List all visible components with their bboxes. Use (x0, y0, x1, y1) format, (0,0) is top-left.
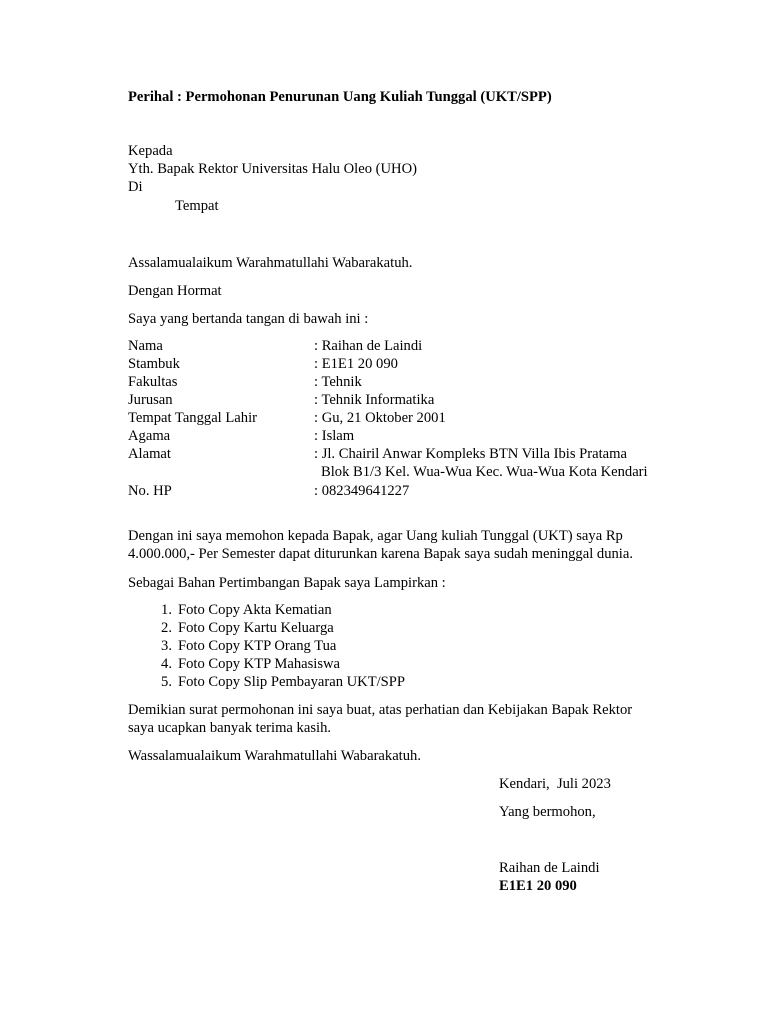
recipient-line-name: Yth. Bapak Rektor Universitas Halu Oleo (UHO) (128, 161, 417, 177)
recipient-line-di: Di (128, 179, 143, 195)
list-item-number: 2. (161, 620, 172, 636)
list-item-text: Foto Copy Akta Kematian (178, 602, 332, 618)
closing-greeting: Wassalamualaikum Warahmatullahi Wabarakatuh. (128, 748, 421, 764)
signature-regards: Yang bermohon, (499, 804, 596, 820)
attachments-intro: Sebagai Bahan Pertimbangan Bapak saya Lampirkan : (128, 575, 446, 591)
list-item-number: 1. (161, 602, 172, 618)
identity-label: Fakultas (128, 374, 178, 390)
signature-place-date: Kendari, Juli 2023 (499, 776, 611, 792)
identity-value: : 082349641227 (314, 483, 410, 499)
signature-name: Raihan de Laindi (499, 860, 600, 876)
body-line-2: 4.000.000,- Per Semester dapat diturunkan karena Bapak saya sudah meninggal dunia. (128, 546, 633, 562)
list-item-text: Foto Copy Slip Pembayaran UKT/SPP (178, 674, 406, 690)
identity-value: : Islam (314, 428, 355, 444)
list-item-text: Foto Copy KTP Mahasiswa (178, 656, 341, 672)
list-item-text: Foto Copy KTP Orang Tua (178, 638, 337, 654)
list-item-number: 5. (161, 674, 172, 690)
list-item-text: Foto Copy Kartu Keluarga (178, 620, 334, 636)
recipient-line-tempat: Tempat (175, 198, 219, 214)
letter-subject: Perihal : Permohonan Penurunan Uang Kuliah Tunggal (UKT/SPP) (128, 89, 552, 105)
identity-value: : Tehnik (314, 374, 362, 390)
identity-value-continued: Blok B1/3 Kel. Wua-Wua Kec. Wua-Wua Kota Kendari (321, 464, 648, 480)
identity-value: : Tehnik Informatika (314, 392, 435, 408)
identity-label: Stambuk (128, 356, 180, 372)
closing-line-1: Demikian surat permohonan ini saya buat, atas perhatian dan Kebijakan Bapak Rektor (128, 702, 633, 718)
identity-label: Alamat (128, 446, 171, 462)
closing-line-2: saya ucapkan banyak terima kasih. (128, 720, 332, 736)
identity-label: No. HP (128, 483, 172, 499)
signature-id: E1E1 20 090 (499, 878, 577, 894)
body-line-1: Dengan ini saya memohon kepada Bapak, agar Uang kuliah Tunggal (UKT) saya Rp (128, 528, 623, 544)
list-item-number: 4. (161, 656, 172, 672)
identity-value: : E1E1 20 090 (314, 356, 398, 372)
identity-label: Jurusan (128, 392, 173, 408)
recipient-line-kepada: Kepada (128, 143, 173, 159)
identity-value: : Jl. Chairil Anwar Kompleks BTN Villa Ibis Pratama (314, 446, 627, 462)
identity-label: Agama (128, 428, 171, 444)
list-item-number: 3. (161, 638, 172, 654)
identity-intro: Saya yang bertanda tangan di bawah ini : (128, 311, 369, 327)
opening-greeting: Assalamualaikum Warahmatullahi Wabarakatuh. (128, 255, 413, 271)
identity-value: : Raihan de Laindi (314, 338, 423, 354)
identity-label: Tempat Tanggal Lahir (128, 410, 257, 426)
identity-value: : Gu, 21 Oktober 2001 (314, 410, 446, 426)
salutation: Dengan Hormat (128, 283, 222, 299)
identity-label: Nama (128, 338, 163, 354)
